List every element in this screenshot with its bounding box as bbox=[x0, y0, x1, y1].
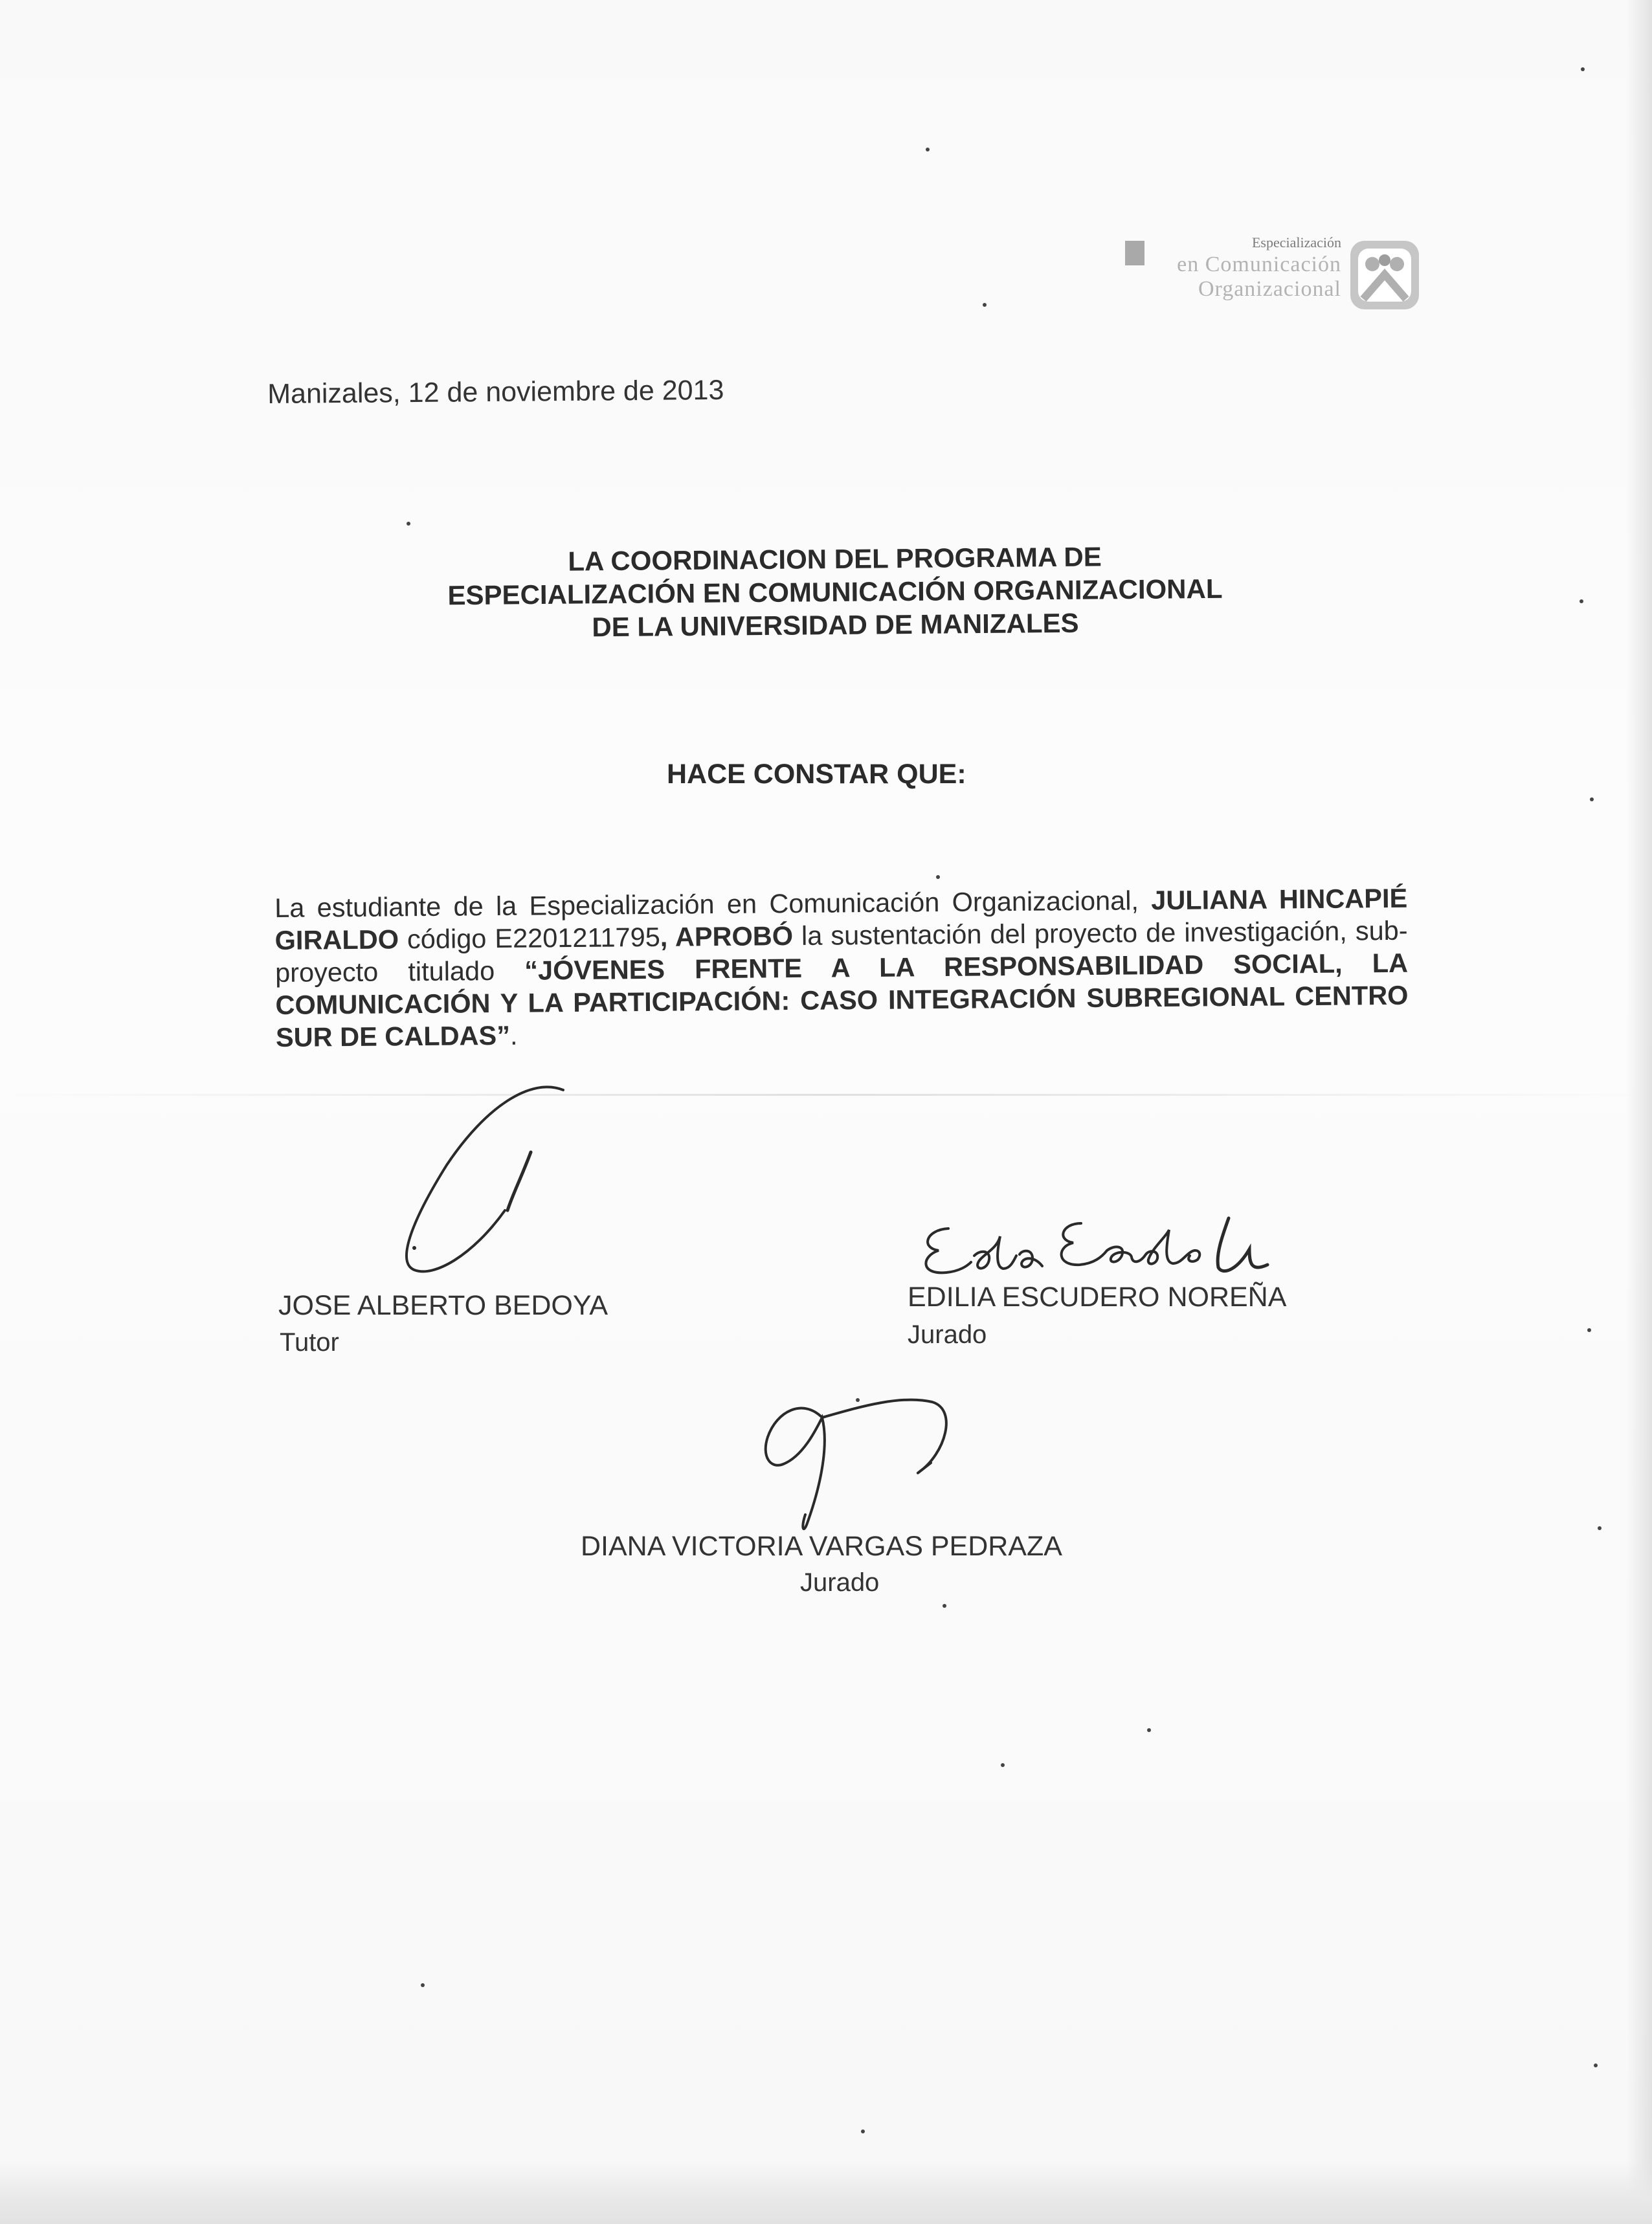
scan-speck bbox=[407, 522, 410, 526]
scan-bottom-shadow bbox=[0, 2159, 1652, 2224]
project-title: “JÓVENES FRENTE A LA RESPONSABILIDAD SOCIAL, LA COMUNICACIÓN Y LA PARTICIPACIÓN: CASO INTEGRACIÓN SUBREGIONAL CENTRO SUR DE CALDAS” bbox=[275, 947, 1409, 1052]
certifies-heading: HACE CONSTAR QUE: bbox=[667, 759, 966, 790]
jurado-1-role: Jurado bbox=[908, 1320, 987, 1349]
body-comma: , bbox=[660, 921, 676, 952]
scan-speck bbox=[1594, 2063, 1598, 2067]
jurado-1-name: EDILIA ESCUDERO NOREÑA bbox=[908, 1282, 1287, 1313]
scan-speck bbox=[421, 1983, 425, 1987]
scan-speck bbox=[926, 148, 930, 151]
logo-square-icon bbox=[1125, 241, 1144, 265]
scan-speck bbox=[1579, 599, 1583, 603]
heading-line-2: ESPECIALIZACIÓN EN COMUNICACIÓN ORGANIZACIONAL bbox=[447, 573, 1223, 611]
student-code: código E2201211795 bbox=[398, 921, 661, 955]
scan-speck bbox=[943, 1604, 946, 1608]
scan-speck bbox=[1581, 67, 1585, 71]
logo-line-1: Especialización bbox=[1251, 234, 1341, 250]
body-middle: la sustentación del proyecto de investigación, sub-proyecto titulado bbox=[274, 915, 1408, 988]
tutor-role: Tutor bbox=[280, 1328, 339, 1357]
jurado-2-name: DIANA VICTORIA VARGAS PEDRAZA bbox=[581, 1531, 1062, 1562]
scan-speck bbox=[983, 303, 987, 307]
logo-line-2: en Comunicación bbox=[1177, 252, 1341, 276]
scan-speck bbox=[856, 1398, 860, 1402]
scan-speck bbox=[936, 875, 940, 879]
paper-fold-line bbox=[0, 1094, 1652, 1096]
scan-speck bbox=[1001, 1763, 1005, 1767]
scan-speck bbox=[1587, 1328, 1591, 1332]
jurado-2-signature bbox=[725, 1392, 984, 1540]
scan-speck bbox=[1147, 1728, 1151, 1732]
student-name: JULIANA HINCAPIÉ GIRALDO bbox=[274, 882, 1408, 955]
approved-label: APROBÓ bbox=[675, 920, 794, 952]
body-end: . bbox=[509, 1019, 518, 1051]
tutor-signature bbox=[375, 1081, 589, 1288]
scan-speck bbox=[1598, 1526, 1602, 1530]
program-logo bbox=[1120, 233, 1424, 317]
body-intro: La estudiante de la Especialización en Comunicación Organizacional, bbox=[274, 885, 1152, 923]
certificate-paragraph bbox=[274, 882, 1409, 1054]
tutor-name: JOSE ALBERTO BEDOYA bbox=[278, 1290, 608, 1321]
document-date: Manizales, 12 de noviembre de 2013 bbox=[267, 374, 724, 410]
logo-line-3: Organizacional bbox=[1198, 277, 1341, 301]
scan-speck bbox=[1590, 797, 1594, 801]
jurado-2-role: Jurado bbox=[800, 1568, 880, 1597]
logo-emblem-icon bbox=[1346, 237, 1423, 313]
scan-speck bbox=[861, 2129, 865, 2133]
document-heading bbox=[362, 539, 1308, 646]
jurado-1-signature bbox=[913, 1210, 1301, 1288]
heading-line-1: LA COORDINACION DEL PROGRAMA DE bbox=[568, 541, 1102, 577]
scan-edge-shadow bbox=[1626, 0, 1652, 2224]
heading-line-3: DE LA UNIVERSIDAD DE MANIZALES bbox=[592, 607, 1079, 643]
